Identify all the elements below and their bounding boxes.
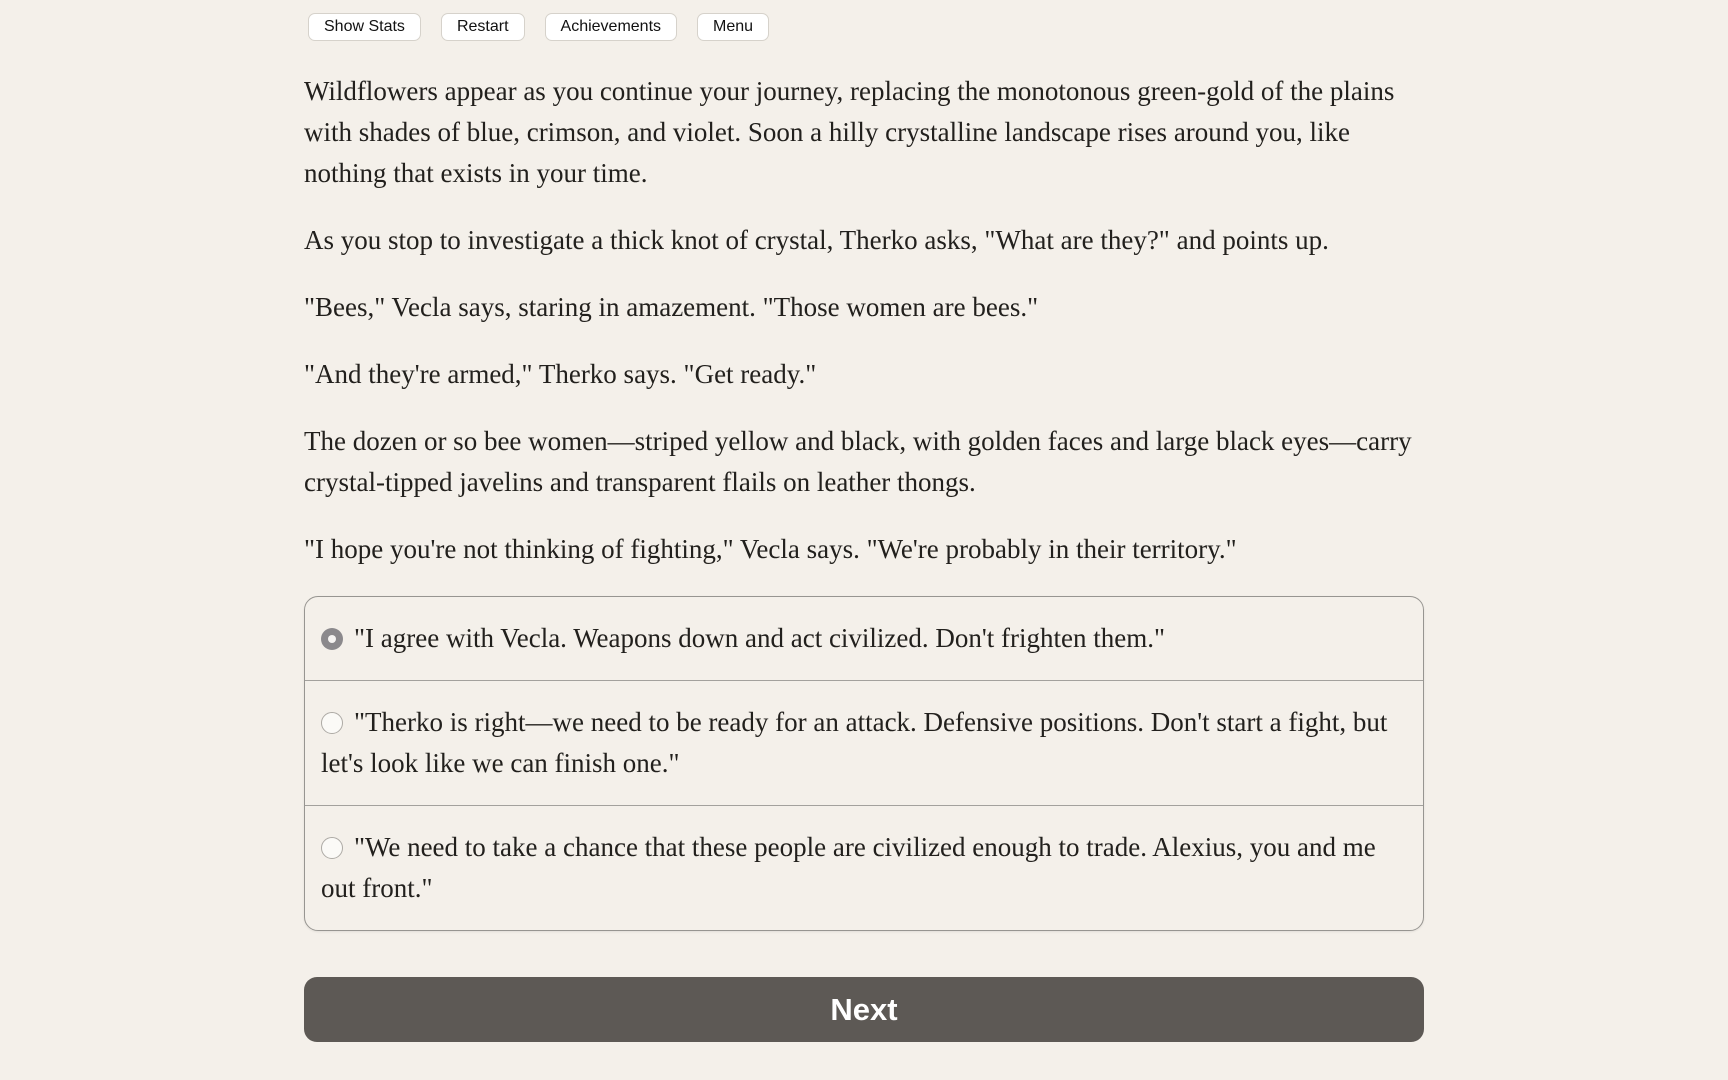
next-button[interactable]: Next <box>304 977 1424 1042</box>
story-paragraph: "Bees," Vecla says, staring in amazement. "Those women are bees." <box>304 292 1039 322</box>
toolbar <box>308 13 1424 41</box>
choice-radio[interactable] <box>321 628 343 650</box>
choice-option-label: "Therko is right—we need to be ready for an attack. Defensive positions. Don't start a fight, but let's look like we can finish one." <box>321 707 1388 778</box>
restart-button[interactable]: Restart <box>441 13 525 41</box>
choice-radio[interactable] <box>321 837 343 859</box>
choice-option-2[interactable] <box>305 680 1423 805</box>
story-paragraph: As you stop to investigate a thick knot of crystal, Therko asks, "What are they?" and points up. <box>304 225 1329 255</box>
choice-option-3[interactable] <box>305 805 1423 930</box>
choice-list <box>304 596 1424 931</box>
story-text <box>304 71 1424 570</box>
story-paragraph: The dozen or so bee women—striped yellow and black, with golden faces and large black eyes—carry crystal-tipped javelins and transparent flails on leather thongs. <box>304 426 1412 497</box>
choice-option-1[interactable] <box>305 597 1423 680</box>
achievements-button[interactable]: Achievements <box>545 13 678 41</box>
story-paragraph: "And they're armed," Therko says. "Get ready." <box>304 359 817 389</box>
show-stats-button[interactable]: Show Stats <box>308 13 421 41</box>
choice-radio[interactable] <box>321 712 343 734</box>
story-paragraph: Wildflowers appear as you continue your journey, replacing the monotonous green-gold of the plains with shades of blue, crimson, and violet. Soon a hilly crystalline landscape rises around you, like nothing that exists in your time. <box>304 76 1395 188</box>
choice-option-label: "We need to take a chance that these people are civilized enough to trade. Alexius, you and me out front." <box>321 832 1376 903</box>
game-content <box>304 13 1424 1042</box>
menu-button[interactable]: Menu <box>697 13 769 41</box>
choice-option-label: "I agree with Vecla. Weapons down and act civilized. Don't frighten them." <box>354 623 1165 653</box>
story-paragraph: "I hope you're not thinking of fighting," Vecla says. "We're probably in their territory." <box>304 534 1237 564</box>
